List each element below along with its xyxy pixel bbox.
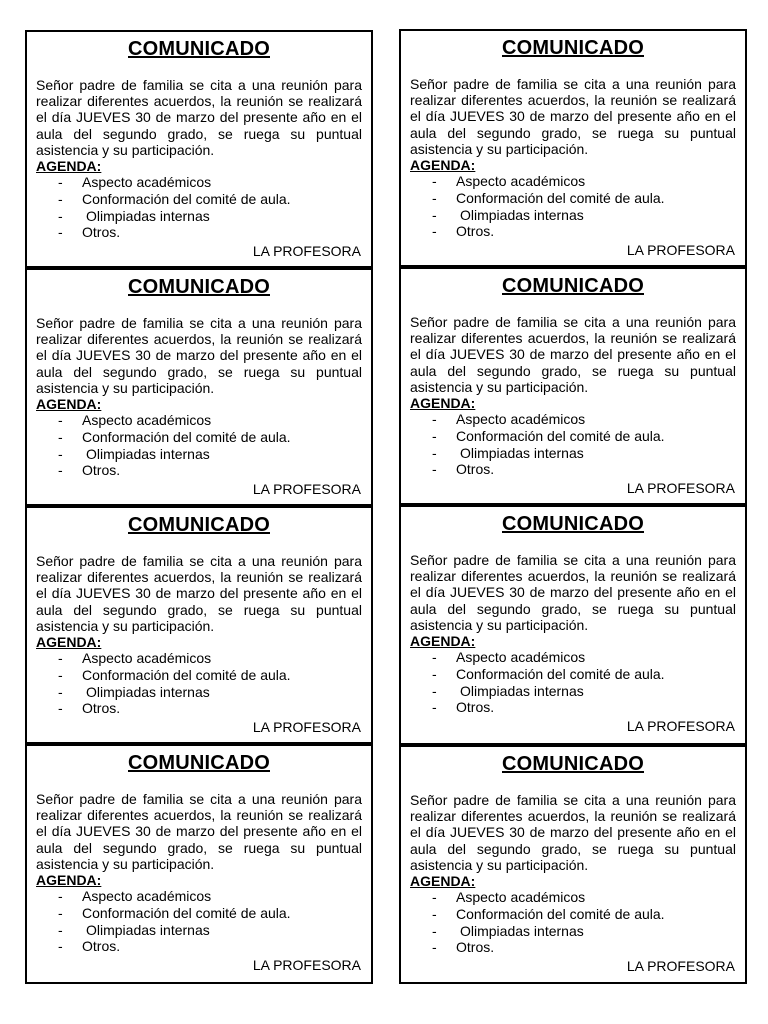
- notice-body: Señor padre de familia se cita a una reunión para realizar diferentes acuerdos, la reunión se realizará el día JUEVES 30 de marzo del presente año en el aula del segundo grado, se ruega su puntual asistencia y su participación.: [36, 553, 362, 634]
- agenda-item-text: Aspecto académicos: [82, 888, 212, 905]
- agenda-list: [36, 412, 362, 479]
- agenda-item-text: Olimpiadas internas: [460, 682, 584, 699]
- agenda-item: [410, 445, 736, 462]
- agenda-label: AGENDA:: [36, 158, 102, 175]
- bullet-dash: -: [58, 650, 63, 667]
- agenda-item: [36, 888, 362, 905]
- agenda-item: [410, 428, 736, 445]
- agenda-item: [410, 683, 736, 700]
- agenda-item: [410, 190, 736, 207]
- agenda-label: AGENDA:: [410, 633, 476, 650]
- bullet-dash: -: [58, 888, 63, 905]
- agenda-list: [36, 174, 362, 241]
- bullet-dash: -: [432, 444, 437, 461]
- agenda-label: AGENDA:: [410, 157, 476, 174]
- agenda-item: [410, 649, 736, 666]
- agenda-item-text: Olimpiadas internas: [460, 922, 584, 939]
- bullet-dash: -: [432, 427, 437, 444]
- agenda-item: [410, 207, 736, 224]
- signature: LA PROFESORA: [252, 481, 361, 498]
- agenda-item-text: Otros.: [82, 938, 121, 955]
- bullet-dash: -: [58, 207, 63, 224]
- agenda-item: [36, 224, 362, 241]
- bullet-dash: -: [58, 412, 63, 429]
- agenda-item-text: Otros.: [456, 939, 495, 956]
- signature: LA PROFESORA: [252, 957, 361, 974]
- notice-title: COMUNICADO: [502, 513, 644, 535]
- agenda-item-text: Olimpiadas internas: [86, 683, 210, 700]
- agenda-item: [36, 667, 362, 684]
- agenda-item: [36, 174, 362, 191]
- agenda-item-text: Aspecto académicos: [456, 411, 586, 428]
- agenda-item-text: Otros.: [82, 462, 121, 479]
- bullet-dash: -: [58, 921, 63, 938]
- notice-title: COMUNICADO: [128, 38, 270, 60]
- bullet-dash: -: [432, 649, 437, 666]
- agenda-item-text: Conformación del comité de aula.: [456, 905, 665, 922]
- agenda-item: [36, 208, 362, 225]
- notice-title: COMUNICADO: [128, 276, 270, 298]
- signature: LA PROFESORA: [252, 719, 361, 736]
- bullet-dash: -: [432, 223, 437, 240]
- bullet-dash: -: [58, 666, 63, 683]
- bullet-dash: -: [432, 682, 437, 699]
- agenda-list: [36, 650, 362, 717]
- agenda-label: AGENDA:: [36, 634, 102, 651]
- notice-card: [25, 506, 373, 744]
- bullet-dash: -: [58, 445, 63, 462]
- agenda-item: [36, 650, 362, 667]
- notice-card: [399, 745, 747, 984]
- agenda-item-text: Otros.: [82, 224, 121, 241]
- notice-title: COMUNICADO: [502, 275, 644, 297]
- bullet-dash: -: [432, 461, 437, 478]
- agenda-item: [36, 462, 362, 479]
- notice-body: Señor padre de familia se cita a una reunión para realizar diferentes acuerdos, la reunión se realizará el día JUEVES 30 de marzo del presente año en el aula del segundo grado, se ruega su puntual asistencia y su participación.: [410, 314, 736, 395]
- agenda-item-text: Aspecto académicos: [456, 889, 586, 906]
- agenda-item-text: Olimpiadas internas: [460, 206, 584, 223]
- notice-title: COMUNICADO: [128, 752, 270, 774]
- agenda-item-text: Aspecto académicos: [456, 173, 586, 190]
- notice-body: Señor padre de familia se cita a una reunión para realizar diferentes acuerdos, la reunión se realizará el día JUEVES 30 de marzo del presente año en el aula del segundo grado, se ruega su puntual asistencia y su participación.: [410, 792, 736, 873]
- agenda-item: [410, 939, 736, 956]
- agenda-item-text: Otros.: [82, 700, 121, 717]
- agenda-item-text: Conformación del comité de aula.: [456, 189, 665, 206]
- agenda-item-text: Conformación del comité de aula.: [82, 190, 291, 207]
- agenda-item-text: Olimpiadas internas: [86, 207, 210, 224]
- agenda-item: [36, 938, 362, 955]
- agenda-item: [410, 173, 736, 190]
- agenda-item-text: Otros.: [456, 223, 495, 240]
- agenda-label: AGENDA:: [36, 396, 102, 413]
- agenda-item-text: Otros.: [456, 699, 495, 716]
- agenda-list: [410, 889, 736, 956]
- bullet-dash: -: [432, 206, 437, 223]
- agenda-item-text: Conformación del comité de aula.: [456, 427, 665, 444]
- signature: LA PROFESORA: [626, 480, 735, 497]
- agenda-item: [36, 446, 362, 463]
- notice-body: Señor padre de familia se cita a una reunión para realizar diferentes acuerdos, la reunión se realizará el día JUEVES 30 de marzo del presente año en el aula del segundo grado, se ruega su puntual asistencia y su participación.: [410, 76, 736, 157]
- notice-card: [25, 744, 373, 984]
- agenda-label: AGENDA:: [410, 873, 476, 890]
- bullet-dash: -: [58, 904, 63, 921]
- agenda-item: [410, 461, 736, 478]
- notice-card: [399, 267, 747, 505]
- agenda-item-text: Conformación del comité de aula.: [82, 904, 291, 921]
- agenda-item: [410, 906, 736, 923]
- agenda-item-text: Olimpiadas internas: [86, 921, 210, 938]
- bullet-dash: -: [58, 174, 63, 191]
- bullet-dash: -: [432, 889, 437, 906]
- signature: LA PROFESORA: [626, 718, 735, 735]
- notice-card: [25, 268, 373, 506]
- bullet-dash: -: [58, 938, 63, 955]
- agenda-item: [36, 684, 362, 701]
- notice-body: Señor padre de familia se cita a una reunión para realizar diferentes acuerdos, la reunión se realizará el día JUEVES 30 de marzo del presente año en el aula del segundo grado, se ruega su puntual asistencia y su participación.: [36, 315, 362, 396]
- agenda-item: [410, 923, 736, 940]
- agenda-item: [36, 922, 362, 939]
- bullet-dash: -: [58, 683, 63, 700]
- agenda-item-text: Conformación del comité de aula.: [456, 665, 665, 682]
- agenda-list: [410, 173, 736, 240]
- notice-card: [399, 505, 747, 745]
- bullet-dash: -: [432, 939, 437, 956]
- bullet-dash: -: [432, 173, 437, 190]
- agenda-item: [410, 889, 736, 906]
- agenda-item: [410, 666, 736, 683]
- notice-title: COMUNICADO: [502, 37, 644, 59]
- bullet-dash: -: [58, 462, 63, 479]
- agenda-item: [410, 223, 736, 240]
- agenda-item: [36, 412, 362, 429]
- notice-title: COMUNICADO: [502, 753, 644, 775]
- agenda-item-text: Aspecto académicos: [82, 412, 212, 429]
- agenda-label: AGENDA:: [36, 872, 102, 889]
- agenda-item: [36, 429, 362, 446]
- agenda-label: AGENDA:: [410, 395, 476, 412]
- agenda-item-text: Conformación del comité de aula.: [82, 428, 291, 445]
- bullet-dash: -: [432, 922, 437, 939]
- signature: LA PROFESORA: [626, 242, 735, 259]
- bullet-dash: -: [58, 700, 63, 717]
- notice-body: Señor padre de familia se cita a una reunión para realizar diferentes acuerdos, la reunión se realizará el día JUEVES 30 de marzo del presente año en el aula del segundo grado, se ruega su puntual asistencia y su participación.: [410, 552, 736, 633]
- signature: LA PROFESORA: [252, 243, 361, 260]
- bullet-dash: -: [58, 224, 63, 241]
- agenda-item-text: Olimpiadas internas: [86, 445, 210, 462]
- agenda-item: [410, 411, 736, 428]
- agenda-item-text: Conformación del comité de aula.: [82, 666, 291, 683]
- agenda-item: [410, 699, 736, 716]
- agenda-item-text: Aspecto académicos: [82, 650, 212, 667]
- signature: LA PROFESORA: [626, 958, 735, 975]
- agenda-item: [36, 905, 362, 922]
- notice-card: [399, 29, 747, 267]
- agenda-item-text: Aspecto académicos: [82, 174, 212, 191]
- bullet-dash: -: [432, 699, 437, 716]
- bullet-dash: -: [432, 411, 437, 428]
- notice-card: [25, 30, 373, 268]
- bullet-dash: -: [432, 189, 437, 206]
- agenda-item-text: Aspecto académicos: [456, 649, 586, 666]
- agenda-item: [36, 191, 362, 208]
- notice-title: COMUNICADO: [128, 514, 270, 536]
- agenda-list: [36, 888, 362, 955]
- bullet-dash: -: [432, 665, 437, 682]
- agenda-list: [410, 649, 736, 716]
- notice-body: Señor padre de familia se cita a una reunión para realizar diferentes acuerdos, la reunión se realizará el día JUEVES 30 de marzo del presente año en el aula del segundo grado, se ruega su puntual asistencia y su participación.: [36, 791, 362, 872]
- agenda-list: [410, 411, 736, 478]
- bullet-dash: -: [432, 905, 437, 922]
- agenda-item: [36, 700, 362, 717]
- bullet-dash: -: [58, 428, 63, 445]
- notice-body: Señor padre de familia se cita a una reunión para realizar diferentes acuerdos, la reunión se realizará el día JUEVES 30 de marzo del presente año en el aula del segundo grado, se ruega su puntual asistencia y su participación.: [36, 77, 362, 158]
- bullet-dash: -: [58, 190, 63, 207]
- agenda-item-text: Olimpiadas internas: [460, 444, 584, 461]
- agenda-item-text: Otros.: [456, 461, 495, 478]
